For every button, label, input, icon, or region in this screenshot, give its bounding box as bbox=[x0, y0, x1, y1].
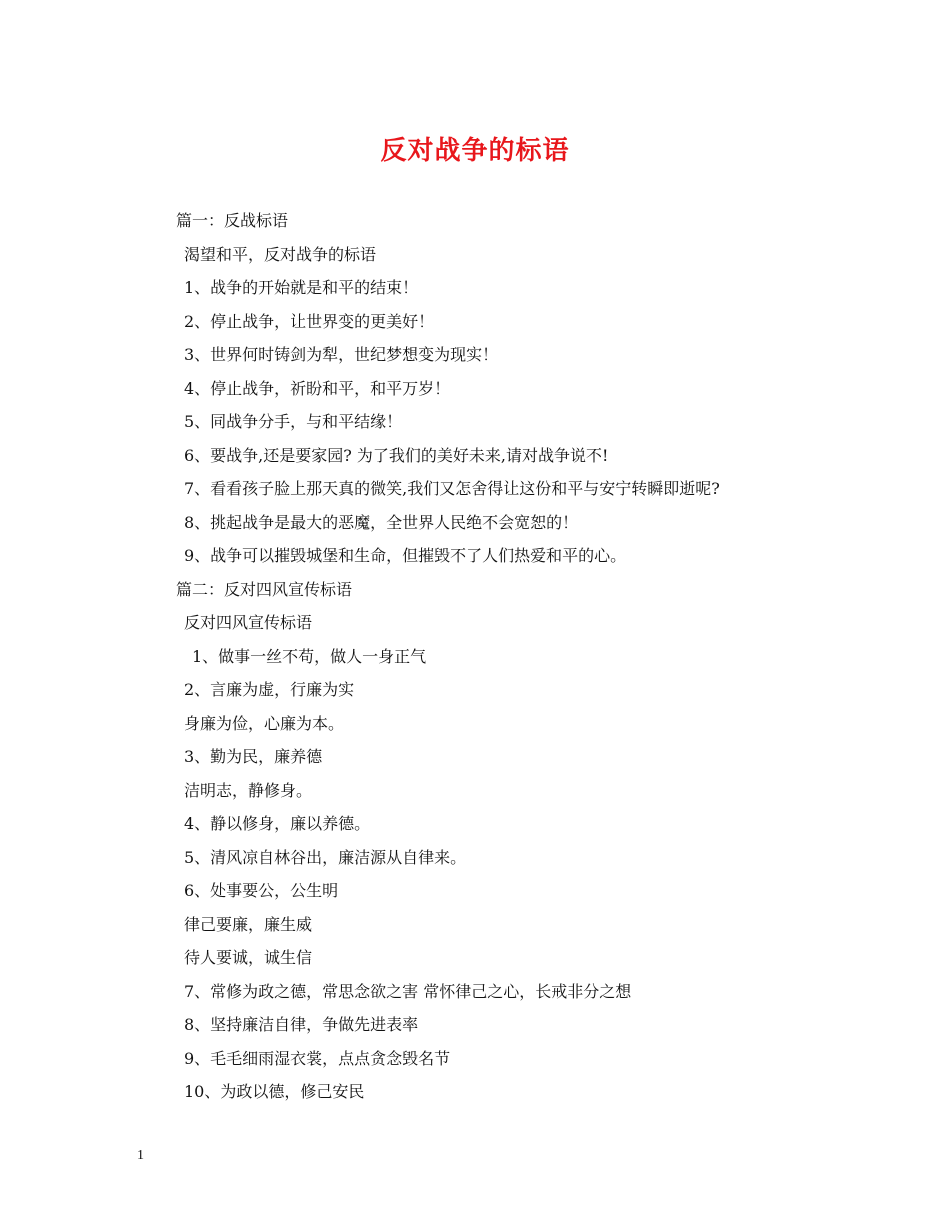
slogan-line: 7、常修为政之德，常思念欲之害 常怀律己之心，长戒非分之想 bbox=[184, 981, 632, 1001]
section-subtitle: 渴望和平，反对战争的标语 bbox=[184, 244, 377, 264]
slogan-line: 7、看看孩子脸上那天真的微笑,我们又怎舍得让这份和平与安宁转瞬即逝呢? bbox=[184, 479, 720, 498]
slogan-line: 5、同战争分手，与和平结缘！ bbox=[184, 412, 403, 431]
section-subtitle: 反对四风宣传标语 bbox=[184, 613, 313, 632]
slogan-line: 8、挑起战争是最大的恶魔，全世界人民绝不会宽恕的！ bbox=[184, 512, 579, 532]
slogan-line: 律己要廉，廉生威 bbox=[184, 914, 313, 934]
slogan-line: 3、世界何时铸剑为犁，世纪梦想变为现实！ bbox=[184, 345, 499, 364]
slogan-line: 1、战争的开始就是和平的结束！ bbox=[184, 278, 419, 297]
slogan-line: 8、坚持廉洁自律，争做先进表率 bbox=[184, 1015, 419, 1034]
slogan-line: 4、静以修身，廉以养德。 bbox=[184, 814, 371, 833]
slogan-line: 9、毛毛细雨湿衣裳，点点贪念毁名节 bbox=[184, 1048, 451, 1068]
slogan-line: 身廉为俭，心廉为本。 bbox=[184, 713, 345, 733]
slogan-line: 待人要诚，诚生信 bbox=[184, 948, 313, 967]
slogan-line: 2、停止战争，让世界变的更美好！ bbox=[184, 311, 435, 331]
slogan-line: 4、停止战争，祈盼和平，和平万岁！ bbox=[184, 378, 451, 398]
slogan-line: 1、做事一丝不苟，做人一身正气 bbox=[192, 646, 427, 666]
slogan-line: 2、言廉为虚，行廉为实 bbox=[184, 680, 355, 699]
slogan-line: 6、处事要公，公生明 bbox=[184, 881, 339, 900]
slogan-line: 3、勤为民，廉养德 bbox=[184, 747, 323, 766]
document-title: 反对战争的标语 bbox=[380, 136, 570, 166]
document-body bbox=[0, 207, 950, 1112]
section-heading: 篇一：反战标语 bbox=[176, 211, 289, 230]
slogan-line: 6、要战争,还是要家园? 为了我们的美好未来,请对战争说不! bbox=[184, 445, 609, 465]
slogan-line: 10、为政以德，修己安民 bbox=[184, 1082, 365, 1101]
slogan-line: 5、清风凉自林谷出，廉洁源从自律来。 bbox=[184, 847, 467, 867]
section-heading: 篇二：反对四风宣传标语 bbox=[176, 579, 353, 599]
slogan-line: 洁明志，静修身。 bbox=[184, 780, 313, 800]
page-number: 1 bbox=[137, 1148, 144, 1163]
slogan-line: 9、战争可以摧毁城堡和生命，但摧毁不了人们热爱和平的心。 bbox=[184, 546, 627, 565]
